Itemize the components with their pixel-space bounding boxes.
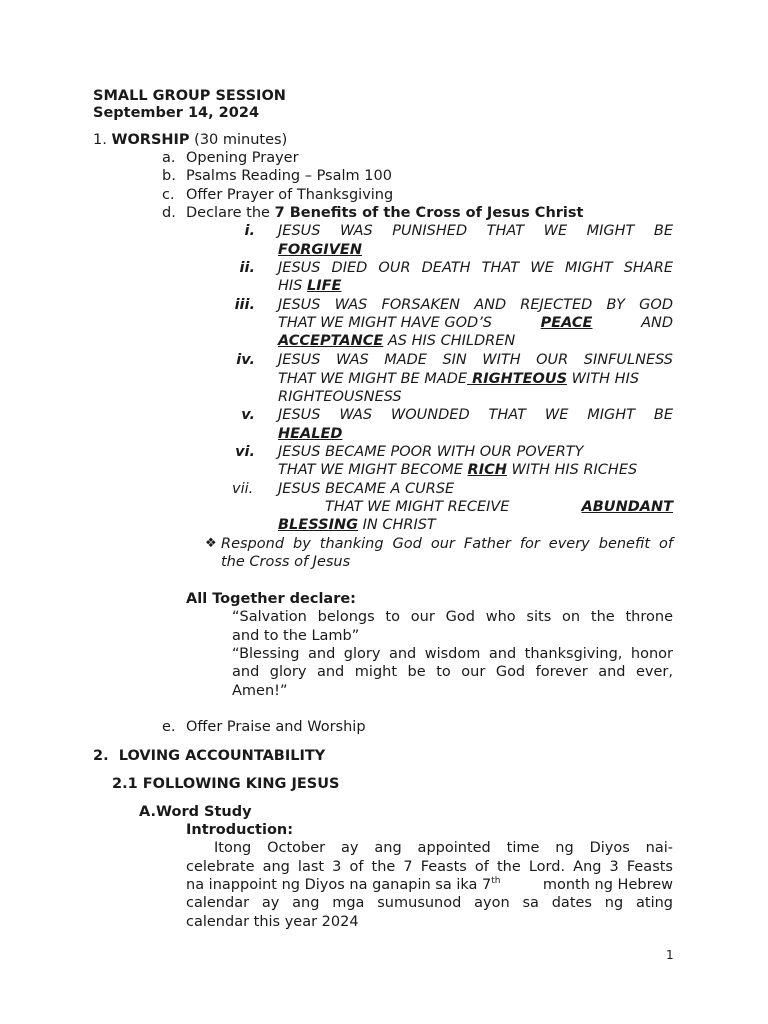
- subsection-heading: 2.1 FOLLOWING KING JESUS: [112, 776, 340, 792]
- benefit-text: [278, 516, 436, 534]
- benefit-keyword: BLESSING: [278, 517, 358, 533]
- page-number: 1: [666, 948, 674, 962]
- section-worship-heading: [93, 131, 287, 149]
- benefit-keyword: RICH: [467, 462, 507, 478]
- benefit-text: [278, 332, 515, 350]
- benefit-text: [325, 498, 673, 516]
- benefit-text-part: IN CHRIST: [358, 517, 436, 533]
- benefit-text: JESUS WAS MADE SIN WITH OUR SINFULNESS: [278, 352, 673, 368]
- word-study-heading: A.Word Study: [139, 804, 252, 820]
- section-label: LOVING ACCOUNTABILITY: [118, 748, 326, 764]
- list-item-text: Psalms Reading – Psalm 100: [186, 168, 392, 184]
- paragraph-part: [186, 876, 500, 894]
- paragraph-line: calendar ay ang mga sumusunod ayon sa dates ng ating: [186, 895, 673, 911]
- benefit-keyword: PEACE: [540, 315, 593, 331]
- benefit-text-part: HIS: [278, 278, 307, 294]
- benefit-text: [278, 461, 637, 479]
- section-duration: (30 minutes): [189, 132, 288, 148]
- benefit-text-part: THAT WE MIGHT BECOME: [278, 462, 468, 478]
- section-number: 1.: [93, 132, 107, 148]
- benefit-text: RIGHTEOUSNESS: [278, 389, 402, 405]
- paragraph-part: month ng Hebrew: [542, 877, 673, 893]
- list-item-text: Opening Prayer: [186, 150, 299, 166]
- together-label: All Together declare:: [186, 591, 356, 607]
- roman-numeral: vii.: [232, 481, 254, 497]
- quote-line: and glory and might be to our God forever and ever,: [232, 664, 673, 680]
- paragraph-line: calendar this year 2024: [186, 914, 359, 930]
- benefit-text-part: THAT WE MIGHT RECEIVE: [325, 499, 510, 515]
- list-item-marker: e.: [162, 719, 176, 735]
- benefit-keyword: ACCEPTANCE: [278, 333, 384, 349]
- benefit-text: JESUS WAS PUNISHED THAT WE MIGHT BE: [278, 223, 673, 239]
- session-date: September 14, 2024: [93, 105, 260, 121]
- benefit-text: JESUS WAS WOUNDED THAT WE MIGHT BE: [278, 407, 673, 423]
- benefit-text: JESUS DIED OUR DEATH THAT WE MIGHT SHARE: [278, 260, 673, 276]
- paragraph-line: [186, 876, 673, 894]
- introduction-label: Introduction:: [186, 822, 294, 838]
- quote-line: Amen!”: [232, 683, 288, 699]
- declare-prefix: Declare the: [186, 205, 275, 221]
- roman-numeral: i.: [244, 223, 255, 239]
- list-item-text: [186, 204, 583, 222]
- section-label: WORSHIP: [111, 132, 190, 148]
- respond-text: the Cross of Jesus: [221, 554, 351, 570]
- benefit-text: JESUS BECAME POOR WITH OUR POVERTY: [278, 444, 584, 460]
- benefit-text-part: AS HIS CHILDREN: [383, 333, 516, 349]
- benefit-text-part: THAT WE MIGHT BE MADE: [278, 371, 468, 387]
- benefit-text: [278, 370, 639, 388]
- list-item-text: Offer Praise and Worship: [186, 719, 366, 735]
- respond-text: Respond by thanking God our Father for every benefit of: [221, 536, 673, 552]
- benefit-text-part: AND: [641, 315, 673, 331]
- roman-numeral: iii.: [234, 297, 255, 313]
- roman-numeral: iv.: [236, 352, 255, 368]
- benefit-text-part: WITH HIS: [567, 371, 640, 387]
- benefit-text: JESUS WAS FORSAKEN AND REJECTED BY GOD: [278, 297, 673, 313]
- roman-numeral: v.: [241, 407, 255, 423]
- paragraph-line: Itong October ay ang appointed time ng Diyos nai-: [214, 840, 673, 856]
- benefit-keyword: RIGHTEOUS: [467, 371, 568, 387]
- section-accountability-heading: [93, 747, 325, 765]
- paragraph-line: celebrate ang last 3 of the 7 Feasts of the Lord. Ang 3 Feasts: [186, 859, 673, 875]
- paragraph-text: na inappoint ng Diyos na ganapin sa ika 7: [186, 877, 492, 893]
- list-item-marker: a.: [162, 150, 176, 166]
- benefit-text-part: WITH HIS RICHES: [506, 462, 638, 478]
- benefit-keyword: LIFE: [307, 278, 342, 294]
- benefit-keyword: HEALED: [278, 426, 343, 442]
- benefit-text: JESUS BECAME A CURSE: [278, 481, 455, 497]
- list-item-marker: b.: [162, 168, 176, 184]
- benefit-text: [278, 277, 341, 295]
- section-number: 2.: [93, 748, 109, 764]
- quote-line: and to the Lamb”: [232, 628, 360, 644]
- roman-numeral: vi.: [235, 444, 255, 460]
- list-item-text: Offer Prayer of Thanksgiving: [186, 187, 394, 203]
- diamond-bullet-icon: ❖: [205, 536, 217, 551]
- benefit-text-part: THAT WE MIGHT HAVE GOD’S: [278, 315, 493, 331]
- benefit-text: [278, 314, 673, 332]
- list-item-marker: d.: [162, 205, 176, 221]
- quote-line: “Salvation belongs to our God who sits on the throne: [232, 609, 673, 625]
- quote-line: “Blessing and glory and wisdom and thanksgiving, honor: [232, 646, 673, 662]
- roman-numeral: ii.: [239, 260, 255, 276]
- ordinal-superscript: th: [491, 876, 501, 887]
- benefit-keyword: FORGIVEN: [278, 242, 362, 258]
- list-item-marker: c.: [162, 187, 175, 203]
- document-title: SMALL GROUP SESSION: [93, 88, 286, 104]
- benefit-keyword: ABUNDANT: [581, 499, 673, 515]
- benefits-title: 7 Benefits of the Cross of Jesus Christ: [274, 205, 584, 221]
